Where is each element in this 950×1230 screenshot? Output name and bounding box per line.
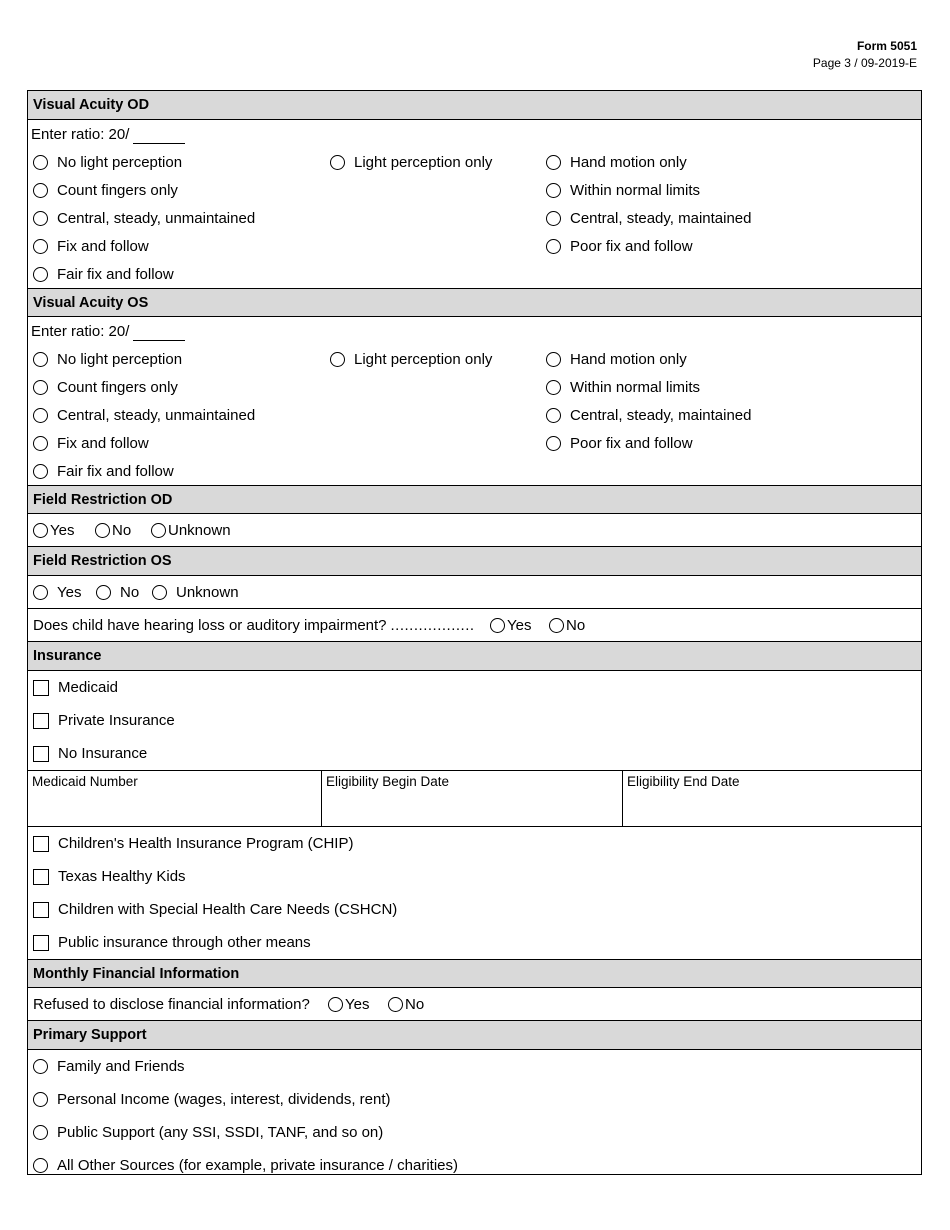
page-header	[813, 38, 917, 72]
option-label: No	[120, 583, 140, 601]
option-normal-limits-os[interactable]	[546, 373, 700, 401]
eligibility-begin-date-field[interactable]	[321, 771, 622, 826]
option-no-fr-os[interactable]	[96, 576, 139, 608]
checkbox-label: Public insurance through other means	[58, 934, 311, 951]
medicaid-number-field[interactable]	[28, 771, 321, 826]
option-label: Poor fix and follow	[570, 434, 693, 452]
option-row	[28, 204, 921, 232]
section-title: Primary Support	[33, 1027, 147, 1043]
field-restriction-os-options	[28, 576, 921, 609]
checkbox-row	[28, 893, 921, 926]
radio-button[interactable]	[33, 239, 48, 254]
option-row	[28, 1116, 921, 1149]
checkbox-label: Private Insurance	[58, 712, 175, 729]
option-cs-unmaintained-os[interactable]	[33, 401, 255, 429]
option-fix-follow-od[interactable]	[33, 232, 149, 260]
option-yes-hearing[interactable]	[490, 609, 531, 641]
option-label: Unknown	[176, 583, 239, 601]
checkbox-row	[28, 671, 921, 704]
option-yes-fr-os[interactable]	[33, 576, 81, 608]
option-label: Personal Income (wages, interest, dividends, rent)	[57, 1091, 391, 1108]
option-label: Fair fix and follow	[57, 265, 174, 283]
checkbox-label: No Insurance	[58, 745, 148, 762]
radio-button[interactable]	[546, 436, 561, 451]
section-title: Monthly Financial Information	[33, 965, 240, 982]
radio-button[interactable]	[33, 436, 48, 451]
option-row	[28, 148, 921, 176]
checkbox-row	[28, 704, 921, 737]
radio-button[interactable]	[33, 155, 48, 170]
option-light-only-od[interactable]	[330, 148, 492, 176]
option-row	[28, 457, 921, 485]
option-label: Count fingers only	[57, 378, 178, 396]
ratio-label: Enter ratio: 20/	[31, 322, 130, 340]
radio-button[interactable]	[33, 380, 48, 395]
section-title: Field Restriction OD	[33, 491, 173, 508]
radio-button[interactable]	[33, 408, 48, 423]
option-poor-fix-od[interactable]	[546, 232, 693, 260]
option-label: No light perception	[57, 153, 183, 171]
section-visual-acuity-od	[28, 91, 921, 120]
option-label: No light perception	[57, 350, 183, 368]
option-row	[28, 1149, 921, 1182]
option-label: Fair fix and follow	[57, 462, 174, 480]
option-label: Fix and follow	[57, 434, 149, 452]
option-family-friends[interactable]	[33, 1050, 185, 1083]
option-label: Fix and follow	[57, 237, 149, 255]
checkbox[interactable]	[33, 869, 49, 885]
eligibility-end-date-field[interactable]	[622, 771, 921, 826]
checkbox-label: Texas Healthy Kids	[58, 868, 186, 885]
radio-button[interactable]	[96, 585, 111, 600]
option-normal-limits-od[interactable]	[546, 176, 700, 204]
field-label: Medicaid Number	[32, 774, 138, 789]
page-reference: Page 3 / 09-2019-E	[812, 56, 917, 70]
option-label: Central, steady, unmaintained	[57, 209, 256, 227]
section-field-restriction-os	[28, 547, 921, 576]
option-fair-fix-os[interactable]	[33, 457, 174, 485]
section-title: Insurance	[33, 648, 102, 664]
option-label: Count fingers only	[57, 181, 178, 199]
option-label: Light perception only	[354, 153, 493, 171]
checkbox-chip[interactable]	[33, 827, 353, 860]
radio-button[interactable]	[546, 380, 561, 395]
option-row	[28, 429, 921, 457]
checkbox[interactable]	[33, 935, 49, 951]
radio-button[interactable]	[546, 408, 561, 423]
option-label: Public Support (any SSI, SSDI, TANF, and so on)	[57, 1124, 384, 1141]
checkbox[interactable]	[33, 902, 49, 918]
checkbox[interactable]	[33, 836, 49, 852]
option-hand-motion-os[interactable]	[546, 345, 687, 373]
checkbox-row	[28, 737, 921, 770]
option-row	[28, 176, 921, 204]
option-count-fingers-od[interactable]	[33, 176, 178, 204]
option-row	[28, 232, 921, 260]
hearing-question-row	[28, 609, 921, 642]
medicaid-details-grid	[28, 770, 921, 827]
option-label: Unknown	[168, 521, 231, 539]
ratio-input-os[interactable]	[133, 340, 185, 341]
option-poor-fix-os[interactable]	[546, 429, 693, 457]
checkbox[interactable]	[33, 680, 49, 696]
radio-button[interactable]	[33, 1059, 48, 1074]
option-yes-financial[interactable]	[328, 988, 369, 1020]
option-label: All Other Sources (for example, private insurance / charities)	[57, 1157, 458, 1174]
radio-button[interactable]	[33, 523, 48, 538]
checkbox-label: Children's Health Insurance Program (CHIP)	[58, 835, 354, 852]
option-label: Poor fix and follow	[570, 237, 693, 255]
checkbox-row	[28, 860, 921, 893]
ratio-label: Enter ratio: 20/	[31, 125, 130, 143]
question-text: Does child have hearing loss or auditory impairment?	[33, 616, 387, 634]
option-label: Within normal limits	[570, 181, 701, 199]
radio-button[interactable]	[33, 1125, 48, 1140]
radio-button[interactable]	[33, 352, 48, 367]
radio-button[interactable]	[330, 352, 345, 367]
radio-button[interactable]	[546, 352, 561, 367]
radio-button[interactable]	[546, 155, 561, 170]
option-fix-follow-os[interactable]	[33, 429, 149, 457]
radio-button[interactable]	[546, 183, 561, 198]
financial-question	[33, 988, 310, 1020]
radio-button[interactable]	[33, 183, 48, 198]
option-label: Yes	[345, 995, 370, 1013]
option-no-fr-od[interactable]	[95, 514, 131, 546]
option-row	[28, 1050, 921, 1083]
checkbox-row	[28, 926, 921, 959]
option-no-financial[interactable]	[388, 988, 424, 1020]
radio-button[interactable]	[152, 585, 167, 600]
option-cs-maintained-od[interactable]	[546, 204, 752, 232]
option-other-sources[interactable]	[33, 1149, 458, 1182]
ratio-row-od	[28, 120, 921, 148]
option-row	[28, 260, 921, 288]
leader-dots: ..................	[390, 616, 475, 634]
checkbox-row	[28, 827, 921, 860]
radio-button[interactable]	[33, 585, 48, 600]
section-monthly-financial	[28, 959, 921, 988]
option-yes-fr-od[interactable]	[33, 514, 74, 546]
option-label: Central, steady, maintained	[570, 406, 752, 424]
checkbox-public-other[interactable]	[33, 926, 311, 959]
radio-button[interactable]	[33, 1092, 48, 1107]
option-label: Central, steady, unmaintained	[57, 406, 256, 424]
section-title: Visual Acuity OD	[33, 97, 150, 113]
option-label: Light perception only	[354, 350, 493, 368]
radio-button[interactable]	[33, 211, 48, 226]
form-body	[27, 90, 922, 1175]
option-row	[28, 401, 921, 429]
financial-question-row	[28, 988, 921, 1021]
checkbox-medicaid[interactable]	[33, 671, 118, 704]
hearing-question	[33, 609, 475, 641]
option-personal-income[interactable]	[33, 1083, 391, 1116]
option-no-light-os[interactable]	[33, 345, 182, 373]
ratio-row-os	[28, 317, 921, 345]
option-row	[28, 1083, 921, 1116]
option-label: Hand motion only	[570, 153, 687, 171]
option-fair-fix-od[interactable]	[33, 260, 174, 288]
option-cs-maintained-os[interactable]	[546, 401, 752, 429]
checkbox-private-insurance[interactable]	[33, 704, 175, 737]
section-title: Field Restriction OS	[33, 553, 172, 569]
radio-button[interactable]	[33, 464, 48, 479]
option-row	[28, 373, 921, 401]
radio-button[interactable]	[33, 267, 48, 282]
checkbox-no-insurance[interactable]	[33, 737, 147, 770]
radio-button[interactable]	[330, 155, 345, 170]
field-restriction-od-options	[28, 514, 921, 547]
option-count-fingers-os[interactable]	[33, 373, 178, 401]
checkbox[interactable]	[33, 746, 49, 762]
checkbox-label: Children with Special Health Care Needs (CSHCN)	[58, 901, 398, 918]
option-label: Hand motion only	[570, 350, 687, 368]
option-label: Central, steady, maintained	[570, 209, 752, 227]
radio-button[interactable]	[95, 523, 110, 538]
option-unknown-fr-od[interactable]	[151, 514, 231, 546]
radio-button[interactable]	[388, 997, 403, 1012]
option-unknown-fr-os[interactable]	[152, 576, 239, 608]
ratio-input-od[interactable]	[133, 143, 185, 144]
radio-button[interactable]	[151, 523, 166, 538]
field-label: Eligibility End Date	[627, 774, 740, 789]
field-label: Eligibility Begin Date	[326, 774, 450, 789]
checkbox-cshcn[interactable]	[33, 893, 397, 926]
option-label: Yes	[50, 521, 75, 539]
question-text: Refused to disclose financial information?	[33, 995, 310, 1013]
option-cs-unmaintained-od[interactable]	[33, 204, 255, 232]
option-light-only-os[interactable]	[330, 345, 492, 373]
checkbox-texas-healthy-kids[interactable]	[33, 860, 186, 893]
option-no-hearing[interactable]	[549, 609, 585, 641]
section-title: Visual Acuity OS	[33, 294, 149, 311]
option-hand-motion-od[interactable]	[546, 148, 687, 176]
option-no-light-od[interactable]	[33, 148, 182, 176]
option-public-support[interactable]	[33, 1116, 383, 1149]
checkbox-label: Medicaid	[58, 679, 119, 696]
option-label: Yes	[57, 583, 82, 601]
radio-button[interactable]	[546, 211, 561, 226]
option-label: No	[405, 995, 425, 1013]
section-visual-acuity-os	[28, 288, 921, 317]
radio-button[interactable]	[33, 1158, 48, 1173]
form-number: Form 5051	[856, 39, 917, 53]
radio-button[interactable]	[490, 618, 505, 633]
section-primary-support	[28, 1021, 921, 1050]
option-row	[28, 345, 921, 373]
section-insurance	[28, 642, 921, 671]
option-label: No	[566, 616, 586, 634]
option-label: Within normal limits	[570, 378, 701, 396]
radio-button[interactable]	[546, 239, 561, 254]
radio-button[interactable]	[549, 618, 564, 633]
option-label: Yes	[507, 616, 532, 634]
option-label: Family and Friends	[57, 1058, 185, 1075]
radio-button[interactable]	[328, 997, 343, 1012]
option-label: No	[112, 521, 132, 539]
checkbox[interactable]	[33, 713, 49, 729]
section-field-restriction-od	[28, 485, 921, 514]
